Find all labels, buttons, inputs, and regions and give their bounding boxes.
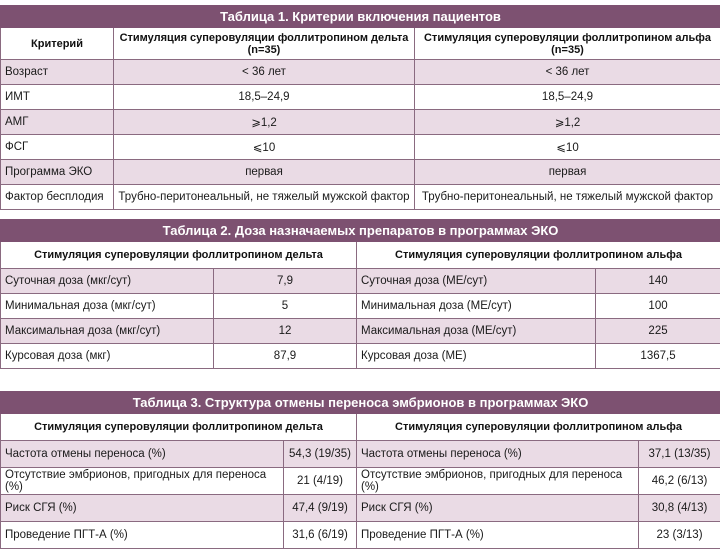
delta-label: Проведение ПГТ-А (%) [1, 522, 284, 549]
table1-header-delta-text: Стимуляция суперовуляции фоллитропином дельта [119, 31, 409, 44]
delta-value: 54,3 (19/35) [284, 441, 357, 468]
table3-header-delta: Стимуляция суперовуляции фоллитропином дельта [1, 414, 357, 441]
alfa-value: Трубно-перитонеальный, не тяжелый мужской фактор [415, 185, 720, 210]
delta-label: Максимальная доза (мкг/сут) [1, 319, 214, 344]
delta-value: 31,6 (6/19) [284, 522, 357, 549]
delta-label: Курсовая доза (мкг) [1, 344, 214, 369]
table-inclusion-criteria [0, 5, 720, 210]
delta-value: < 36 лет [114, 60, 415, 85]
table-row [1, 110, 720, 135]
table-row [1, 85, 720, 110]
delta-value: 7,9 [214, 269, 357, 294]
table1-title: Таблица 1. Критерии включения пациентов [1, 6, 720, 28]
row-label: АМГ [1, 110, 114, 135]
alfa-label: Отсутствие эмбрионов, пригодных для переноса (%) [357, 468, 639, 495]
delta-value: 5 [214, 294, 357, 319]
table-row [1, 344, 720, 369]
row-label: Программа ЭКО [1, 160, 114, 185]
alfa-label: Риск СГЯ (%) [357, 495, 639, 522]
table-row [1, 185, 720, 210]
alfa-label: Курсовая доза (МЕ) [357, 344, 596, 369]
alfa-value: 1367,5 [596, 344, 720, 369]
row-label: Фактор бесплодия [1, 185, 114, 210]
table-row [1, 441, 720, 468]
alfa-label: Проведение ПГТ-А (%) [357, 522, 639, 549]
alfa-value: 225 [596, 319, 720, 344]
alfa-label: Частота отмены переноса (%) [357, 441, 639, 468]
delta-value: 87,9 [214, 344, 357, 369]
table1-header-alfa-text: Стимуляция суперовуляции фоллитропином альфа [423, 31, 712, 44]
delta-value: 47,4 (9/19) [284, 495, 357, 522]
alfa-value: 100 [596, 294, 720, 319]
table3-header-alfa: Стимуляция суперовуляции фоллитропином альфа [357, 414, 720, 441]
alfa-value: 30,8 (4/13) [639, 495, 720, 522]
alfa-value: 140 [596, 269, 720, 294]
delta-value: ⩾1,2 [114, 110, 415, 135]
table1-header-delta-n: (n=35) [247, 43, 281, 56]
row-label: ИМТ [1, 85, 114, 110]
alfa-value: 46,2 (6/13) [639, 468, 720, 495]
table1-header-delta [114, 28, 415, 60]
table1-header-alfa [415, 28, 720, 60]
table-row [1, 60, 720, 85]
table-row [1, 522, 720, 549]
table-row [1, 495, 720, 522]
delta-label: Частота отмены переноса (%) [1, 441, 284, 468]
table2-header-alfa: Стимуляция суперовуляции фоллитропином альфа [357, 242, 720, 269]
alfa-value: 18,5–24,9 [415, 85, 720, 110]
delta-value: первая [114, 160, 415, 185]
table3-title: Таблица 3. Структура отмены переноса эмбрионов в программах ЭКО [1, 392, 720, 414]
delta-value: 12 [214, 319, 357, 344]
alfa-value: 23 (3/13) [639, 522, 720, 549]
table1-header-alfa-n: (n=35) [551, 43, 584, 56]
table-row [1, 294, 720, 319]
delta-value: Трубно-перитонеальный, не тяжелый мужской фактор [114, 185, 415, 210]
table-row [1, 135, 720, 160]
alfa-label: Максимальная доза (МЕ/сут) [357, 319, 596, 344]
alfa-label: Суточная доза (МЕ/сут) [357, 269, 596, 294]
alfa-value: первая [415, 160, 720, 185]
alfa-value: ⩾1,2 [415, 110, 720, 135]
table1-header-criterion: Критерий [1, 28, 114, 60]
alfa-value: 37,1 (13/35) [639, 441, 720, 468]
table-row [1, 319, 720, 344]
delta-label: Минимальная доза (мкг/сут) [1, 294, 214, 319]
delta-value: ⩽10 [114, 135, 415, 160]
table2-title: Таблица 2. Доза назначаемых препаратов в программах ЭКО [1, 220, 720, 242]
table2-header-delta: Стимуляция суперовуляции фоллитропином дельта [1, 242, 357, 269]
delta-label: Риск СГЯ (%) [1, 495, 284, 522]
table-row [1, 269, 720, 294]
row-label: ФСГ [1, 135, 114, 160]
table-row [1, 468, 720, 495]
alfa-label: Минимальная доза (МЕ/сут) [357, 294, 596, 319]
delta-value: 21 (4/19) [284, 468, 357, 495]
row-label: Возраст [1, 60, 114, 85]
table-row [1, 160, 720, 185]
alfa-value: ⩽10 [415, 135, 720, 160]
delta-value: 18,5–24,9 [114, 85, 415, 110]
delta-label: Суточная доза (мкг/сут) [1, 269, 214, 294]
delta-label: Отсутствие эмбрионов, пригодных для переноса (%) [1, 468, 284, 495]
table-drug-dose [0, 219, 720, 369]
table-transfer-cancellation [0, 391, 720, 549]
alfa-value: < 36 лет [415, 60, 720, 85]
